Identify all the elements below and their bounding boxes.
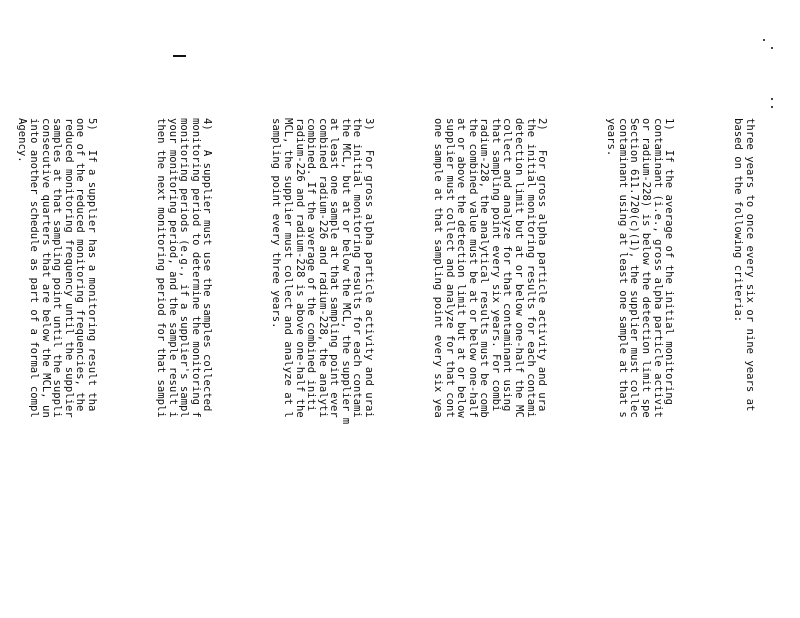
- text-line: 1) If the average of the initial monitoring: [663, 118, 676, 406]
- text-line: Agency.: [16, 118, 29, 163]
- text-line: one sample at that sampling point every six yea: [432, 118, 445, 418]
- text-line: sampling point every three years.: [270, 118, 283, 329]
- text-line: contaminant (i.e., gross alpha particle activit: [651, 118, 664, 418]
- text-line: supplier must collect and analyze for that cont: [443, 118, 456, 418]
- text-line: then the next monitoring period for that sampli: [155, 118, 168, 418]
- text-line: 4) A supplier must use the samples collected: [201, 118, 214, 412]
- text-line: 5) If a supplier has a monitoring result tha: [85, 118, 98, 412]
- text-line: into another schedule as part of a formal compl: [28, 118, 40, 418]
- text-line: 2) For gross alpha particle activity and ura: [536, 118, 549, 412]
- text-line: consecutive quarters that are below the MCL, un: [39, 118, 52, 418]
- text-line: detection limit but at or below one-half the MC: [512, 118, 525, 418]
- text-line: based on the following criteria:: [732, 118, 745, 323]
- scan-speck: [763, 39, 765, 41]
- paragraph-2: [432, 118, 547, 593]
- text-line: at or above the detection limit but at or below: [455, 118, 468, 418]
- text-line: the initial monitoring results for each contami: [524, 118, 537, 418]
- text-line: one of the reduced monitoring frequencies, the: [74, 118, 87, 412]
- text-line: monitoring period to determine the monitoring f: [189, 118, 202, 418]
- text-line: or radium-228) is below the detection limit spe: [639, 118, 652, 418]
- text-line: three years to once every six or nine years at: [743, 118, 756, 412]
- text-line: samples at that sampling point until the suppli: [51, 118, 64, 418]
- paragraph-intro: [732, 118, 755, 593]
- scan-speck: [771, 106, 773, 108]
- scan-dash-mark: [173, 55, 186, 57]
- text-line: combined. If the average of the combined initi: [305, 118, 318, 412]
- paragraph-3: [270, 118, 374, 593]
- text-line: the MCL, but at or below the MCL, the supplier m: [339, 118, 352, 425]
- text-line: collect and analyze for that contaminant using: [501, 118, 514, 412]
- scan-speck: [771, 47, 773, 49]
- text-line: your monitoring period, and the sample result i: [166, 118, 179, 418]
- text-line: the combined value must be at or below one-half: [466, 118, 479, 418]
- text-line: at least one sample at that sampling point ever: [328, 118, 341, 418]
- text-line: radium-228, the analytical results must be comb: [478, 118, 491, 418]
- text-line: years.: [605, 118, 618, 157]
- text-line: Section 611.720(c)(1), the supplier must collec: [628, 118, 641, 418]
- text-line: monitoring periods (e.g., if a supplier's sampl: [178, 118, 191, 418]
- text-line: radium-226 and radium-228 is above one-half the: [293, 118, 306, 418]
- text-line: that sampling point every six years. For combi: [489, 118, 502, 412]
- text-line: reduced monitoring frequency until the supplier: [62, 118, 75, 418]
- paragraph-4: [154, 118, 212, 593]
- text-line: MCL, the supplier must collect and analyze at l: [282, 118, 295, 418]
- paragraph-1: [605, 118, 674, 593]
- text-line: combined radium-226 and radium-228, the analyti: [316, 118, 329, 418]
- document-body: [16, 118, 778, 593]
- scan-speck: [771, 98, 773, 100]
- text-line: the initial monitoring results for each contami: [351, 118, 364, 418]
- paragraph-5: [16, 118, 97, 593]
- text-line: contaminant using at least one sample at that s: [616, 118, 629, 418]
- text-line: 3) For gross alpha particle activity and urai: [362, 118, 375, 418]
